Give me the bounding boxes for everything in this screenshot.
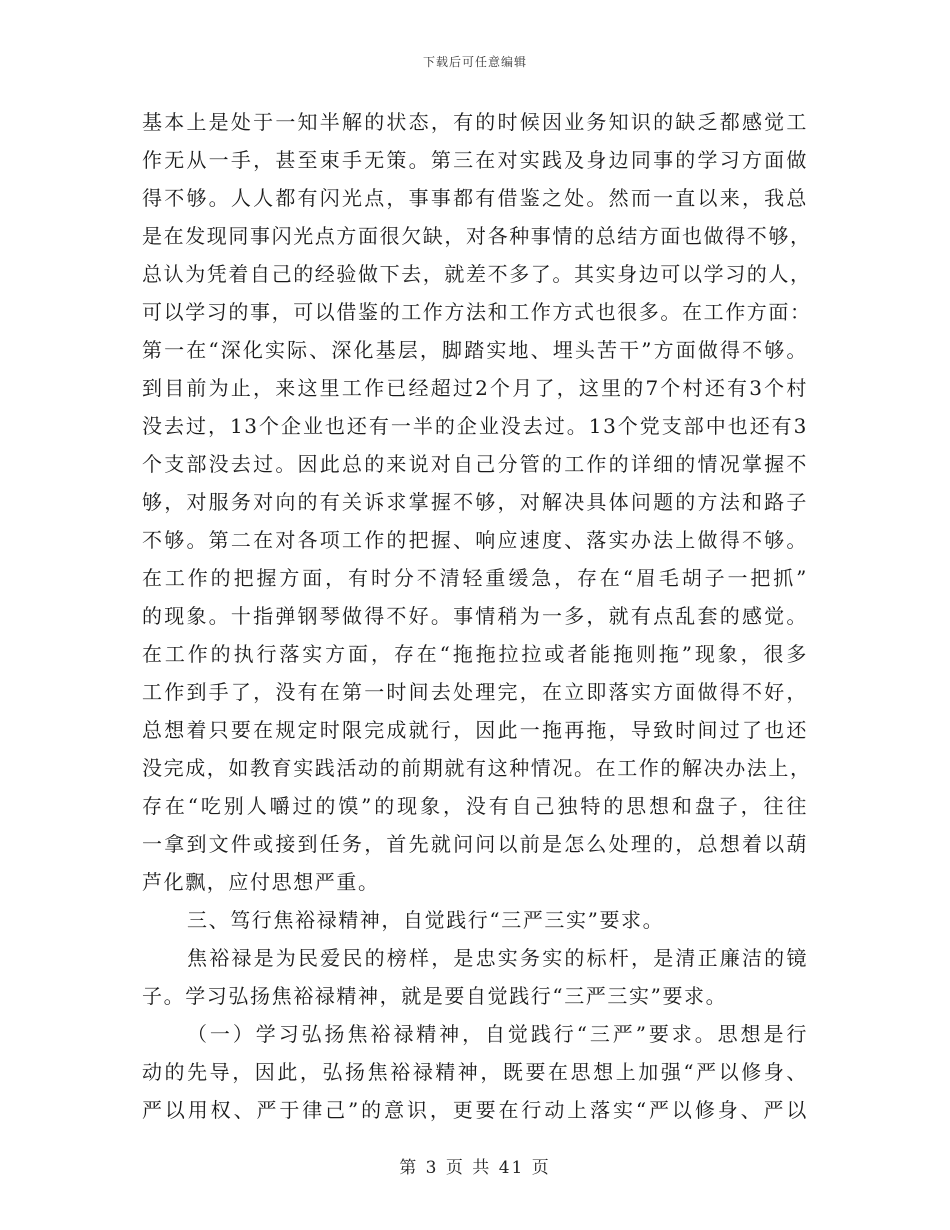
page-header: 下载后可任意编辑 [422, 55, 527, 69]
text-line: 第一在“深化实际、深化基层，脚踏实地、埋头苦干”方面做得不够。 [142, 338, 808, 362]
text-line: 基本上是处于一知半解的状态，有的时候因业务知识的缺乏都感觉工 [142, 110, 808, 134]
text-line: 在工作的执行落实方面，存在“拖拖拉拉或者能拖则拖”现象，很多 [142, 642, 808, 666]
page-number: 第 3 页 共 41 页 [399, 1158, 551, 1178]
text-line: 得不够。人人都有闪光点，事事都有借鉴之处。然而一直以来，我总 [142, 186, 808, 210]
text-line: 到目前为止，来这里工作已经超过2个月了，这里的7个村还有3个村 [142, 376, 808, 400]
text-line: 存在“吃别人嚼过的馍”的现象，没有自己独特的思想和盘子，往往 [142, 794, 808, 818]
text-line: 没去过，13个企业也还有一半的企业没去过。13个党支部中也还有3 [142, 414, 808, 438]
section-heading: 三、笃行焦裕禄精神，自觉践行“三严三实”要求。 [187, 908, 665, 932]
text-line: 个支部没去过。因此总的来说对自己分管的工作的详细的情况掌握不 [142, 452, 808, 476]
text-line: 动的先导，因此，弘扬焦裕禄精神，既要在思想上加强“严以修身、 [142, 1060, 808, 1084]
text-line: 不够。第二在对各项工作的把握、响应速度、落实办法上做得不够。 [142, 528, 808, 552]
text-line: 没完成，如教育实践活动的前期就有这种情况。在工作的解决办法上， [142, 756, 812, 780]
text-line: 可以学习的事，可以借鉴的工作方法和工作方式也很多。在工作方面： [142, 300, 812, 324]
text-line: 在工作的把握方面，有时分不清轻重缓急，存在“眉毛胡子一把抓” [142, 566, 808, 590]
text-line: 芦化飘，应付思想严重。 [142, 870, 380, 894]
text-line: 工作到手了，没有在第一时间去处理完，在立即落实方面做得不好， [142, 680, 808, 704]
document-body [142, 103, 812, 1129]
text-line: 总想着只要在规定时限完成就行，因此一拖再拖，导致时间过了也还 [142, 718, 808, 742]
text-line: 焦裕禄是为民爱民的榜样，是忠实务实的标杆，是清正廉洁的镜 [187, 946, 808, 970]
text-line: 作无从一手，甚至束手无策。第三在对实践及身边同事的学习方面做 [142, 148, 808, 172]
text-line: 严以用权、严于律己”的意识，更要在行动上落实“严以修身、严以 [142, 1098, 808, 1122]
text-line: 的现象。十指弹钢琴做得不好。事情稍为一多，就有点乱套的感觉。 [142, 604, 808, 628]
text-line: 子。学习弘扬焦裕禄精神，就是要自觉践行“三严三实”要求。 [142, 984, 728, 1008]
text-line: 总认为凭着自己的经验做下去，就差不多了。其实身边可以学习的人， [142, 262, 812, 286]
text-line: 是在发现同事闪光点方面很欠缺，对各种事情的总结方面也做得不够， [142, 224, 812, 248]
subsection-line: （一）学习弘扬焦裕禄精神，自觉践行“三严”要求。思想是行 [187, 1022, 808, 1046]
text-line: 一拿到文件或接到任务，首先就问问以前是怎么处理的，总想着以葫 [142, 832, 808, 856]
text-line: 够，对服务对向的有关诉求掌握不够，对解决具体问题的方法和路子 [142, 490, 808, 514]
